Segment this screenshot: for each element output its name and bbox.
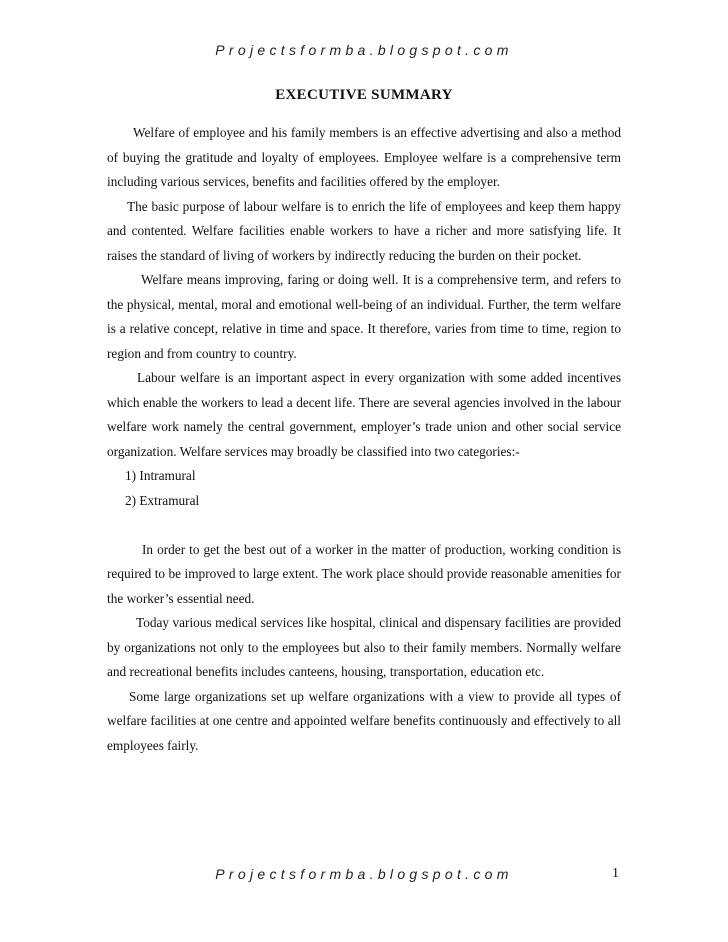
page-header: Projectsformba.blogspot.com xyxy=(215,42,513,58)
paragraph: Welfare means improving, faring or doing well. It is a comprehensive term, and refers to the physical, mental, moral and emotional well-being of an individual. Further, the term welfare is a relative concept, relative in time and space. It therefore, varies from time to time, region to region and from country to country. xyxy=(107,272,621,361)
page-footer: Projectsformba.blogspot.com xyxy=(215,866,513,882)
list-item: 1) Intramural xyxy=(125,468,196,483)
paragraph: Today various medical services like hospital, clinical and dispensary facilities are provided by organizations not only to the employees but also to their family members. Normally welfare and recreational benefits includes canteens, housing, transportation, education etc. xyxy=(107,615,621,679)
paragraph: Welfare of employee and his family members is an effective advertising and also a method of buying the gratitude and loyalty of employees. Employee welfare is a comprehensive term including various services, benefits and facilities offered by the employer. xyxy=(107,125,621,189)
document-body xyxy=(107,121,621,758)
paragraph: Some large organizations set up welfare organizations with a view to provide all types of welfare facilities at one centre and appointed welfare benefits continuously and effectively to all employees fairly. xyxy=(107,688,621,753)
blank-line xyxy=(107,513,621,538)
list-item: 2) Extramural xyxy=(125,492,200,508)
page-number: 1 xyxy=(612,866,619,881)
category-list xyxy=(107,464,621,513)
paragraph: The basic purpose of labour welfare is to enrich the life of employees and keep them happy and contented. Welfare facilities enable workers to have a richer and more satisfying life. It raises the standard of living of workers by indirectly reducing the burden on their pocket. xyxy=(107,198,621,263)
paragraph: Labour welfare is an important aspect in every organization with some added incentives which enable the workers to lead a decent life. There are several agencies involved in the labour welfare work namely the central government, employer’s trade union and other social service organization. Welfare services may broadly be classified into two categories:- xyxy=(107,370,621,459)
paragraph: In order to get the best out of a worker in the matter of production, working condition is required to be improved to large extent. The work place should provide reasonable amenities for the worker’s essential need. xyxy=(107,541,621,606)
page-title: EXECUTIVE SUMMARY xyxy=(275,87,453,103)
